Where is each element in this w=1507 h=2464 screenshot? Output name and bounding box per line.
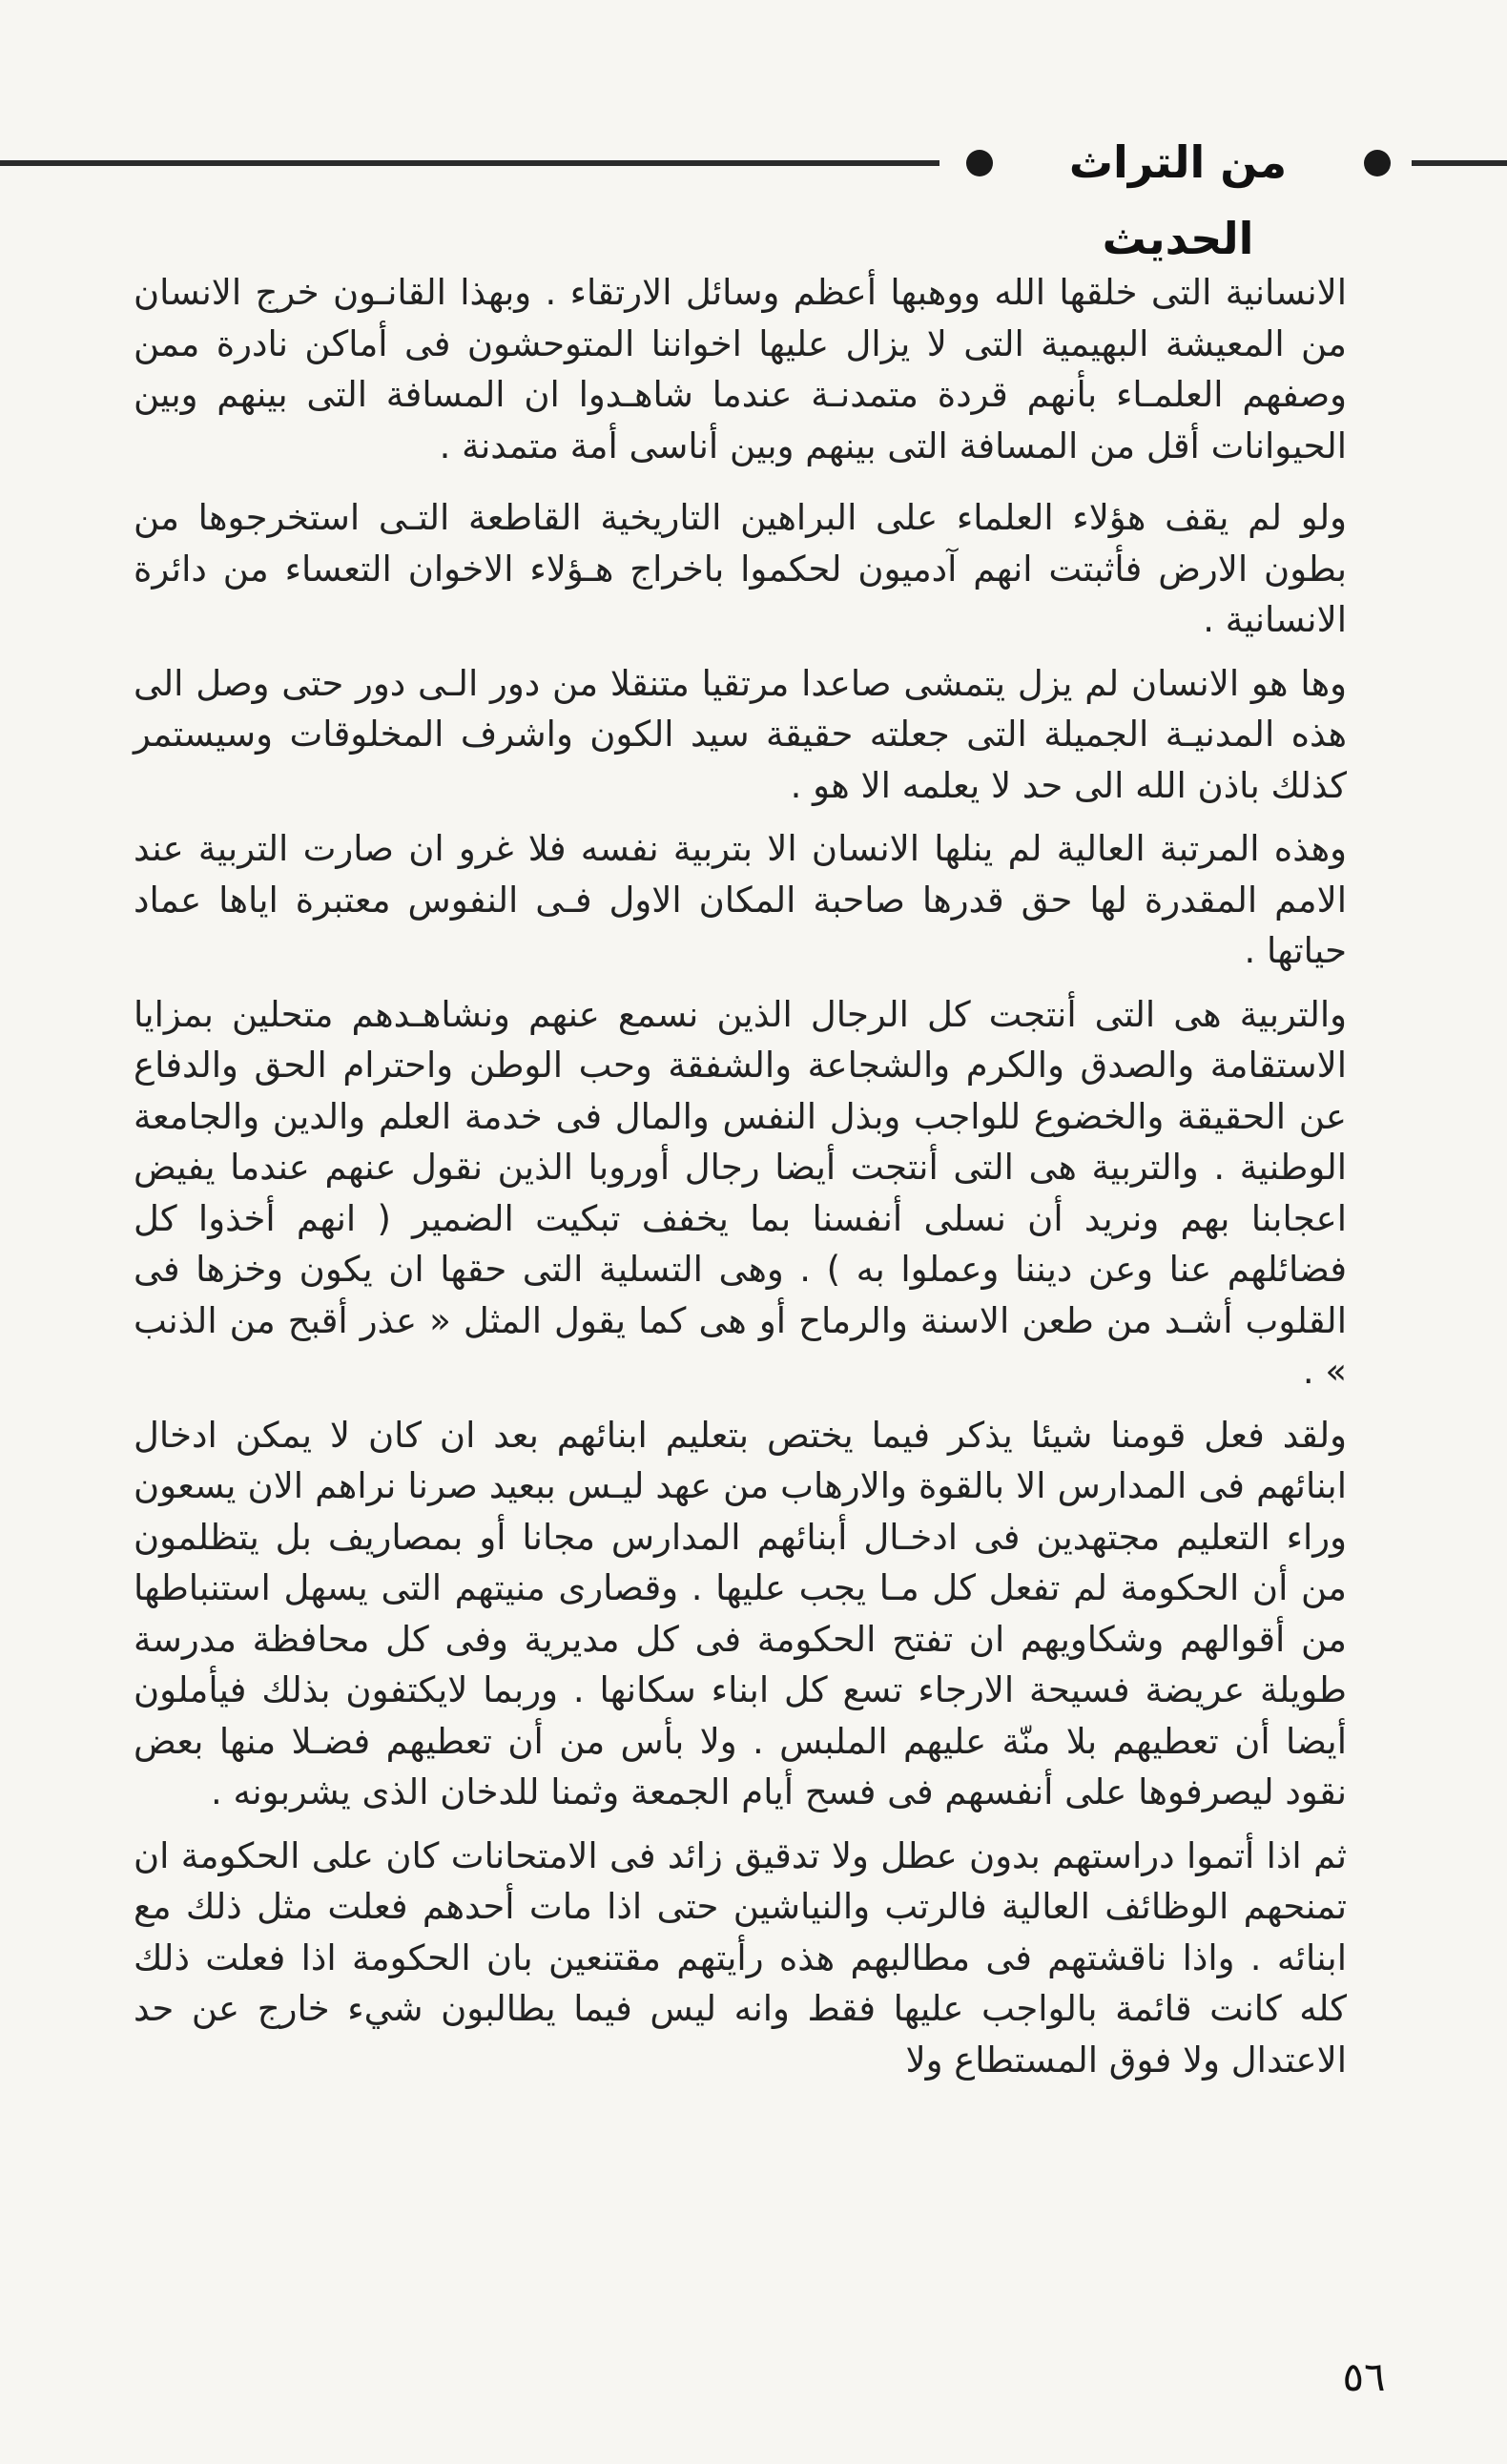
paragraph: وها هو الانسان لم يزل يتمشى صاعدا مرتقيا متنقلا من دور الـى دور حتى وصل الى هذه المدنيـة الجميلة التى جعلته حقيقة سيد الكون واشرف المخلوقات وسيستمر كذلك باذن الله الى حد لا يعلمه الا هو . <box>134 662 1347 806</box>
header-rule-left <box>0 160 939 166</box>
paragraph: وهذه المرتبة العالية لم ينلها الانسان الا بتربية نفسه فلا غرو ان صارت التربية عند الامم المقدرة لها حق قدرها صاحبة المكان الاول فـى النفوس معتبرة اياها عماد حياتها . <box>134 828 1347 971</box>
paragraph: والتربية هى التى أنتجت كل الرجال الذين نسمع عنهم ونشاهـدهم متحلين بمزايا الاستقامة والصدق والكرم والشجاعة والشفقة وحب الوطن واحترام الحق والدفاع عن الحقيقة والخضوع للواجب وبذل النفس والمال فى خدمة العلم والدين والجامعة الوطنية . والتربية هى التى أنتجت أيضا رجال أوروبا الذين نقول عنهم عندما يفيض اعجابنا بهم ونريد أن نسلى أنفسنا بما يخفف تبكيت الضمير ( انهم أخذوا كل فضائلهم عنا وعن ديننا وعملوا به ) . وهى التسلية التى حقها ان يكون وخزها فى القلوب أشـد من طعن الاسنة والرماح أو هى كما يقول المثل « عذر أقبح من الذنب » . <box>134 993 1347 1392</box>
page-number: ٥٦ <box>1342 2353 1386 2400</box>
body-text <box>134 267 1347 2098</box>
paragraph: ولو لم يقف هؤلاء العلماء على البراهين التاريخية القاطعة التـى استخرجوها من بطون الارض فأثبتت انهم آدميون لحكموا باخراج هـؤلاء الاخوان التعساء من دائرة الانسانية . <box>134 497 1347 640</box>
header-rule-right <box>1412 160 1507 166</box>
bullet-dot-icon <box>966 150 993 176</box>
header-title: من التراث الحديث <box>1068 136 1288 264</box>
paragraph: ولقد فعل قومنا شيئا يذكر فيما يختص بتعليم ابنائهم بعد ان كان لا يمكن ادخال ابنائهم فى المدارس الا بالقوة والارهاب من عهد ليـس ببعيد صرنا نراهم الان يسعون وراء التعليم مجتهدين فى ادخـال أبنائهم المدارس مجانا أو بمصاريف بل يتظلمون من أن الحكومة لم تفعل كل مـا يجب عليها . وقصارى منيتهم التى يسهل استنباطها من أقوالهم وشكاويهم ان تفتح الحكومة فى كل مديرية وفى كل محافظة مدرسة طويلة عريضة فسيحة الارجاء تسع كل ابناء سكانها . وربما لايكتفون بذلك فيأملون أيضا أن تعطيهم بلا منّة عليهم الملبس . ولا بأس من أن تعطيهم فضـلا منها بعض نقود ليصرفوها على أنفسهم فى فسح أيام الجمعة وثمنا للدخان الذى يشربونه . <box>134 1414 1347 1812</box>
running-header <box>0 124 1507 264</box>
bullet-dot-icon <box>1364 150 1391 176</box>
paragraph: ثم اذا أتموا دراستهم بدون عطل ولا تدقيق زائد فى الامتحانات كان على الحكومة ان تمنحهم الوظائف العالية فالرتب والنياشين حتى اذا مات أحدهم فعلت مثل ذلك مع ابنائه . واذا ناقشتهم فى مطالبهم هذه رأيتهم مقتنعين بان الحكومة اذا فعلت ذلك كله كانت قائمة بالواجب عليها فقط وانه ليس فيما يطالبون شيء خارج عن حد الاعتدال ولا فوق المستطاع ولا <box>134 1834 1347 2081</box>
paragraph: الانسانية التى خلقها الله ووهبها أعظم وسائل الارتقاء . وبهذا القانـون خرج الانسان من المعيشة البهيمية التى لا يزال عليها اخواننا المتوحشون فى أماكن نادرة ممن وصفهم العلمـاء بأنهم قردة متمدنـة عندما شاهـدوا ان المسافة التى بينهم وبين الحيوانات أقل من المسافة التى بينهم وبين أناسى أمة متمدنة . <box>134 272 1347 466</box>
